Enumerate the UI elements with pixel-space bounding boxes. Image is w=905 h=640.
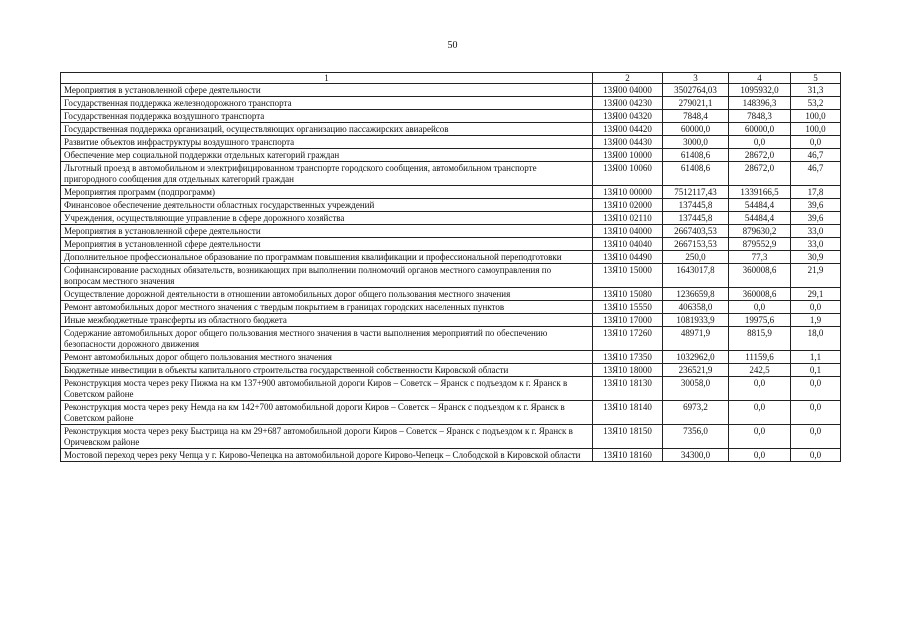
row-value-col4: 1339166,5 (729, 186, 791, 199)
row-value-col5: 39,6 (791, 212, 841, 225)
row-value-col4: 19975,6 (729, 314, 791, 327)
row-value-col3: 1643017,8 (663, 264, 729, 288)
row-value-col5: 0,1 (791, 364, 841, 377)
table-row (61, 212, 841, 225)
table-row (61, 199, 841, 212)
row-value-col5: 0,0 (791, 136, 841, 149)
row-value-col4: 54484,4 (729, 212, 791, 225)
row-value-col5: 0,0 (791, 401, 841, 425)
row-code-cell: 13Я10 17260 (593, 327, 663, 351)
row-value-col3: 34300,0 (663, 449, 729, 462)
header-cell: 2 (593, 73, 663, 84)
row-value-col3: 137445,8 (663, 212, 729, 225)
row-value-col5: 17,8 (791, 186, 841, 199)
row-name-cell: Софинансирование расходных обязательств, возникающих при выполнении полномочий органов местного самоуправления по вопросам местного значения (61, 264, 593, 288)
row-name-cell: Финансовое обеспечение деятельности областных государственных учреждений (61, 199, 593, 212)
header-row (61, 73, 841, 84)
row-value-col5: 1,1 (791, 351, 841, 364)
row-name-cell: Бюджетные инвестиции в объекты капитального строительства государственной собственности Кировской области (61, 364, 593, 377)
row-value-col4: 60000,0 (729, 123, 791, 136)
row-value-col3: 1081933,9 (663, 314, 729, 327)
row-value-col5: 100,0 (791, 110, 841, 123)
row-value-col4: 54484,4 (729, 199, 791, 212)
row-value-col5: 100,0 (791, 123, 841, 136)
row-value-col4: 0,0 (729, 377, 791, 401)
row-name-cell: Развитие объектов инфраструктуры воздушного транспорта (61, 136, 593, 149)
row-value-col3: 7512117,43 (663, 186, 729, 199)
row-name-cell: Дополнительное профессиональное образование по программам повышения квалификации и профессиональной переподготовки (61, 251, 593, 264)
row-value-col5: 21,9 (791, 264, 841, 288)
row-code-cell: 13Я00 04000 (593, 84, 663, 97)
row-value-col4: 360008,6 (729, 288, 791, 301)
table-row (61, 449, 841, 462)
row-value-col4: 879552,9 (729, 238, 791, 251)
row-code-cell: 13Я10 18150 (593, 425, 663, 449)
row-name-cell: Осуществление дорожной деятельности в отношении автомобильных дорог общего пользования местного значения (61, 288, 593, 301)
row-value-col5: 39,6 (791, 199, 841, 212)
row-value-col5: 0,0 (791, 301, 841, 314)
table-row (61, 425, 841, 449)
table-row (61, 186, 841, 199)
row-value-col4: 0,0 (729, 301, 791, 314)
row-code-cell: 13Я10 18140 (593, 401, 663, 425)
table-row (61, 301, 841, 314)
table-row (61, 162, 841, 186)
table-row (61, 377, 841, 401)
row-value-col4: 7848,3 (729, 110, 791, 123)
row-name-cell: Государственная поддержка организаций, осуществляющих организацию пассажирских авиарейсов (61, 123, 593, 136)
row-name-cell: Реконструкция моста через реку Быстрица на км 29+687 автомобильной дороги Киров – Советск – Яранск с подъездом к г. Яранск в Оричевском районе (61, 425, 593, 449)
row-value-col5: 18,0 (791, 327, 841, 351)
row-value-col3: 60000,0 (663, 123, 729, 136)
table-row (61, 149, 841, 162)
row-value-col5: 30,9 (791, 251, 841, 264)
row-value-col3: 2667403,53 (663, 225, 729, 238)
row-name-cell: Льготный проезд в автомобильном и электрифицированном транспорте городского сообщения, автомобильном транспорте пригородного сообщения для отдельных категорий граждан (61, 162, 593, 186)
row-value-col3: 2667153,53 (663, 238, 729, 251)
row-value-col4: 879630,2 (729, 225, 791, 238)
row-code-cell: 13Я10 17350 (593, 351, 663, 364)
table-row (61, 110, 841, 123)
row-value-col4: 77,3 (729, 251, 791, 264)
row-value-col5: 29,1 (791, 288, 841, 301)
row-value-col3: 250,0 (663, 251, 729, 264)
row-code-cell: 13Я10 04000 (593, 225, 663, 238)
row-code-cell: 13Я10 04490 (593, 251, 663, 264)
table-row (61, 314, 841, 327)
row-name-cell: Мероприятия в установленной сфере деятельности (61, 225, 593, 238)
row-value-col5: 31,3 (791, 84, 841, 97)
row-code-cell: 13Я00 10060 (593, 162, 663, 186)
row-value-col3: 7356,0 (663, 425, 729, 449)
row-value-col5: 0,0 (791, 425, 841, 449)
table-row (61, 136, 841, 149)
row-code-cell: 13Я00 04230 (593, 97, 663, 110)
row-value-col4: 28672,0 (729, 149, 791, 162)
header-cell: 5 (791, 73, 841, 84)
row-value-col3: 61408,6 (663, 149, 729, 162)
row-value-col3: 1236659,8 (663, 288, 729, 301)
row-name-cell: Реконструкция моста через реку Пижма на км 137+900 автомобильной дороги Киров – Советск – Яранск с подъездом к г. Яранск в Советском районе (61, 377, 593, 401)
row-code-cell: 13Я00 04420 (593, 123, 663, 136)
row-code-cell: 13Я00 10000 (593, 149, 663, 162)
row-value-col5: 1,9 (791, 314, 841, 327)
table-row (61, 351, 841, 364)
row-value-col3: 3502764,03 (663, 84, 729, 97)
table-row (61, 225, 841, 238)
row-code-cell: 13Я10 00000 (593, 186, 663, 199)
row-code-cell: 13Я10 17000 (593, 314, 663, 327)
row-code-cell: 13Я10 15550 (593, 301, 663, 314)
row-code-cell: 13Я10 18160 (593, 449, 663, 462)
page-number: 50 (447, 40, 458, 51)
row-name-cell: Иные межбюджетные трансферты из областного бюджета (61, 314, 593, 327)
row-name-cell: Обеспечение мер социальной поддержки отдельных категорий граждан (61, 149, 593, 162)
row-value-col4: 0,0 (729, 425, 791, 449)
table-row (61, 123, 841, 136)
row-name-cell: Учреждения, осуществляющие управление в сфере дорожного хозяйства (61, 212, 593, 225)
row-name-cell: Мероприятия программ (подпрограмм) (61, 186, 593, 199)
row-value-col4: 148396,3 (729, 97, 791, 110)
row-code-cell: 13Я00 04320 (593, 110, 663, 123)
table-row (61, 84, 841, 97)
row-value-col4: 11159,6 (729, 351, 791, 364)
row-value-col3: 48971,9 (663, 327, 729, 351)
row-code-cell: 13Я10 18130 (593, 377, 663, 401)
row-code-cell: 13Я10 15000 (593, 264, 663, 288)
row-name-cell: Мостовой переход через реку Чепца у г. Кирово-Чепецка на автомобильной дороге Кирово-Чепецк – Слободской в Кировской области (61, 449, 593, 462)
row-value-col3: 61408,6 (663, 162, 729, 186)
header-cell: 4 (729, 73, 791, 84)
row-value-col3: 406358,0 (663, 301, 729, 314)
row-name-cell: Ремонт автомобильных дорог местного значения с твердым покрытием в границах городских населенных пунктов (61, 301, 593, 314)
table-row (61, 238, 841, 251)
row-name-cell: Содержание автомобильных дорог общего пользования местного значения в части выполнения мероприятий по обеспечению безопасности дорожного движения (61, 327, 593, 351)
row-value-col3: 3000,0 (663, 136, 729, 149)
row-value-col5: 53,2 (791, 97, 841, 110)
row-value-col4: 8815,9 (729, 327, 791, 351)
row-name-cell: Реконструкция моста через реку Немда на км 142+700 автомобильной дороги Киров – Советск – Яранск с подъездом к г. Яранск в Советском районе (61, 401, 593, 425)
row-value-col5: 0,0 (791, 377, 841, 401)
row-code-cell: 13Я10 02000 (593, 199, 663, 212)
row-name-cell: Мероприятия в установленной сфере деятельности (61, 84, 593, 97)
table-row (61, 251, 841, 264)
header-cell: 3 (663, 73, 729, 84)
row-value-col5: 33,0 (791, 238, 841, 251)
row-value-col3: 7848,4 (663, 110, 729, 123)
row-value-col3: 236521,9 (663, 364, 729, 377)
row-value-col4: 28672,0 (729, 162, 791, 186)
row-value-col3: 1032962,0 (663, 351, 729, 364)
row-value-col5: 46,7 (791, 149, 841, 162)
row-value-col3: 30058,0 (663, 377, 729, 401)
table-body (61, 84, 841, 462)
row-value-col4: 360008,6 (729, 264, 791, 288)
table-row (61, 97, 841, 110)
table-row (61, 364, 841, 377)
table-row (61, 327, 841, 351)
table-row (61, 401, 841, 425)
row-code-cell: 13Я10 15080 (593, 288, 663, 301)
row-value-col4: 0,0 (729, 449, 791, 462)
row-value-col4: 0,0 (729, 136, 791, 149)
row-value-col5: 33,0 (791, 225, 841, 238)
row-code-cell: 13Я10 04040 (593, 238, 663, 251)
row-name-cell: Государственная поддержка железнодорожного транспорта (61, 97, 593, 110)
row-code-cell: 13Я10 18000 (593, 364, 663, 377)
row-value-col4: 0,0 (729, 401, 791, 425)
row-value-col3: 279021,1 (663, 97, 729, 110)
row-value-col4: 1095932,0 (729, 84, 791, 97)
row-name-cell: Ремонт автомобильных дорог общего пользования местного значения (61, 351, 593, 364)
budget-table (60, 72, 841, 462)
row-value-col5: 46,7 (791, 162, 841, 186)
row-value-col5: 0,0 (791, 449, 841, 462)
table-row (61, 264, 841, 288)
table-row (61, 288, 841, 301)
row-value-col3: 137445,8 (663, 199, 729, 212)
row-name-cell: Государственная поддержка воздушного транспорта (61, 110, 593, 123)
row-code-cell: 13Я10 02110 (593, 212, 663, 225)
row-value-col4: 242,5 (729, 364, 791, 377)
row-code-cell: 13Я00 04430 (593, 136, 663, 149)
row-value-col3: 6973,2 (663, 401, 729, 425)
row-name-cell: Мероприятия в установленной сфере деятельности (61, 238, 593, 251)
header-cell: 1 (61, 73, 593, 84)
